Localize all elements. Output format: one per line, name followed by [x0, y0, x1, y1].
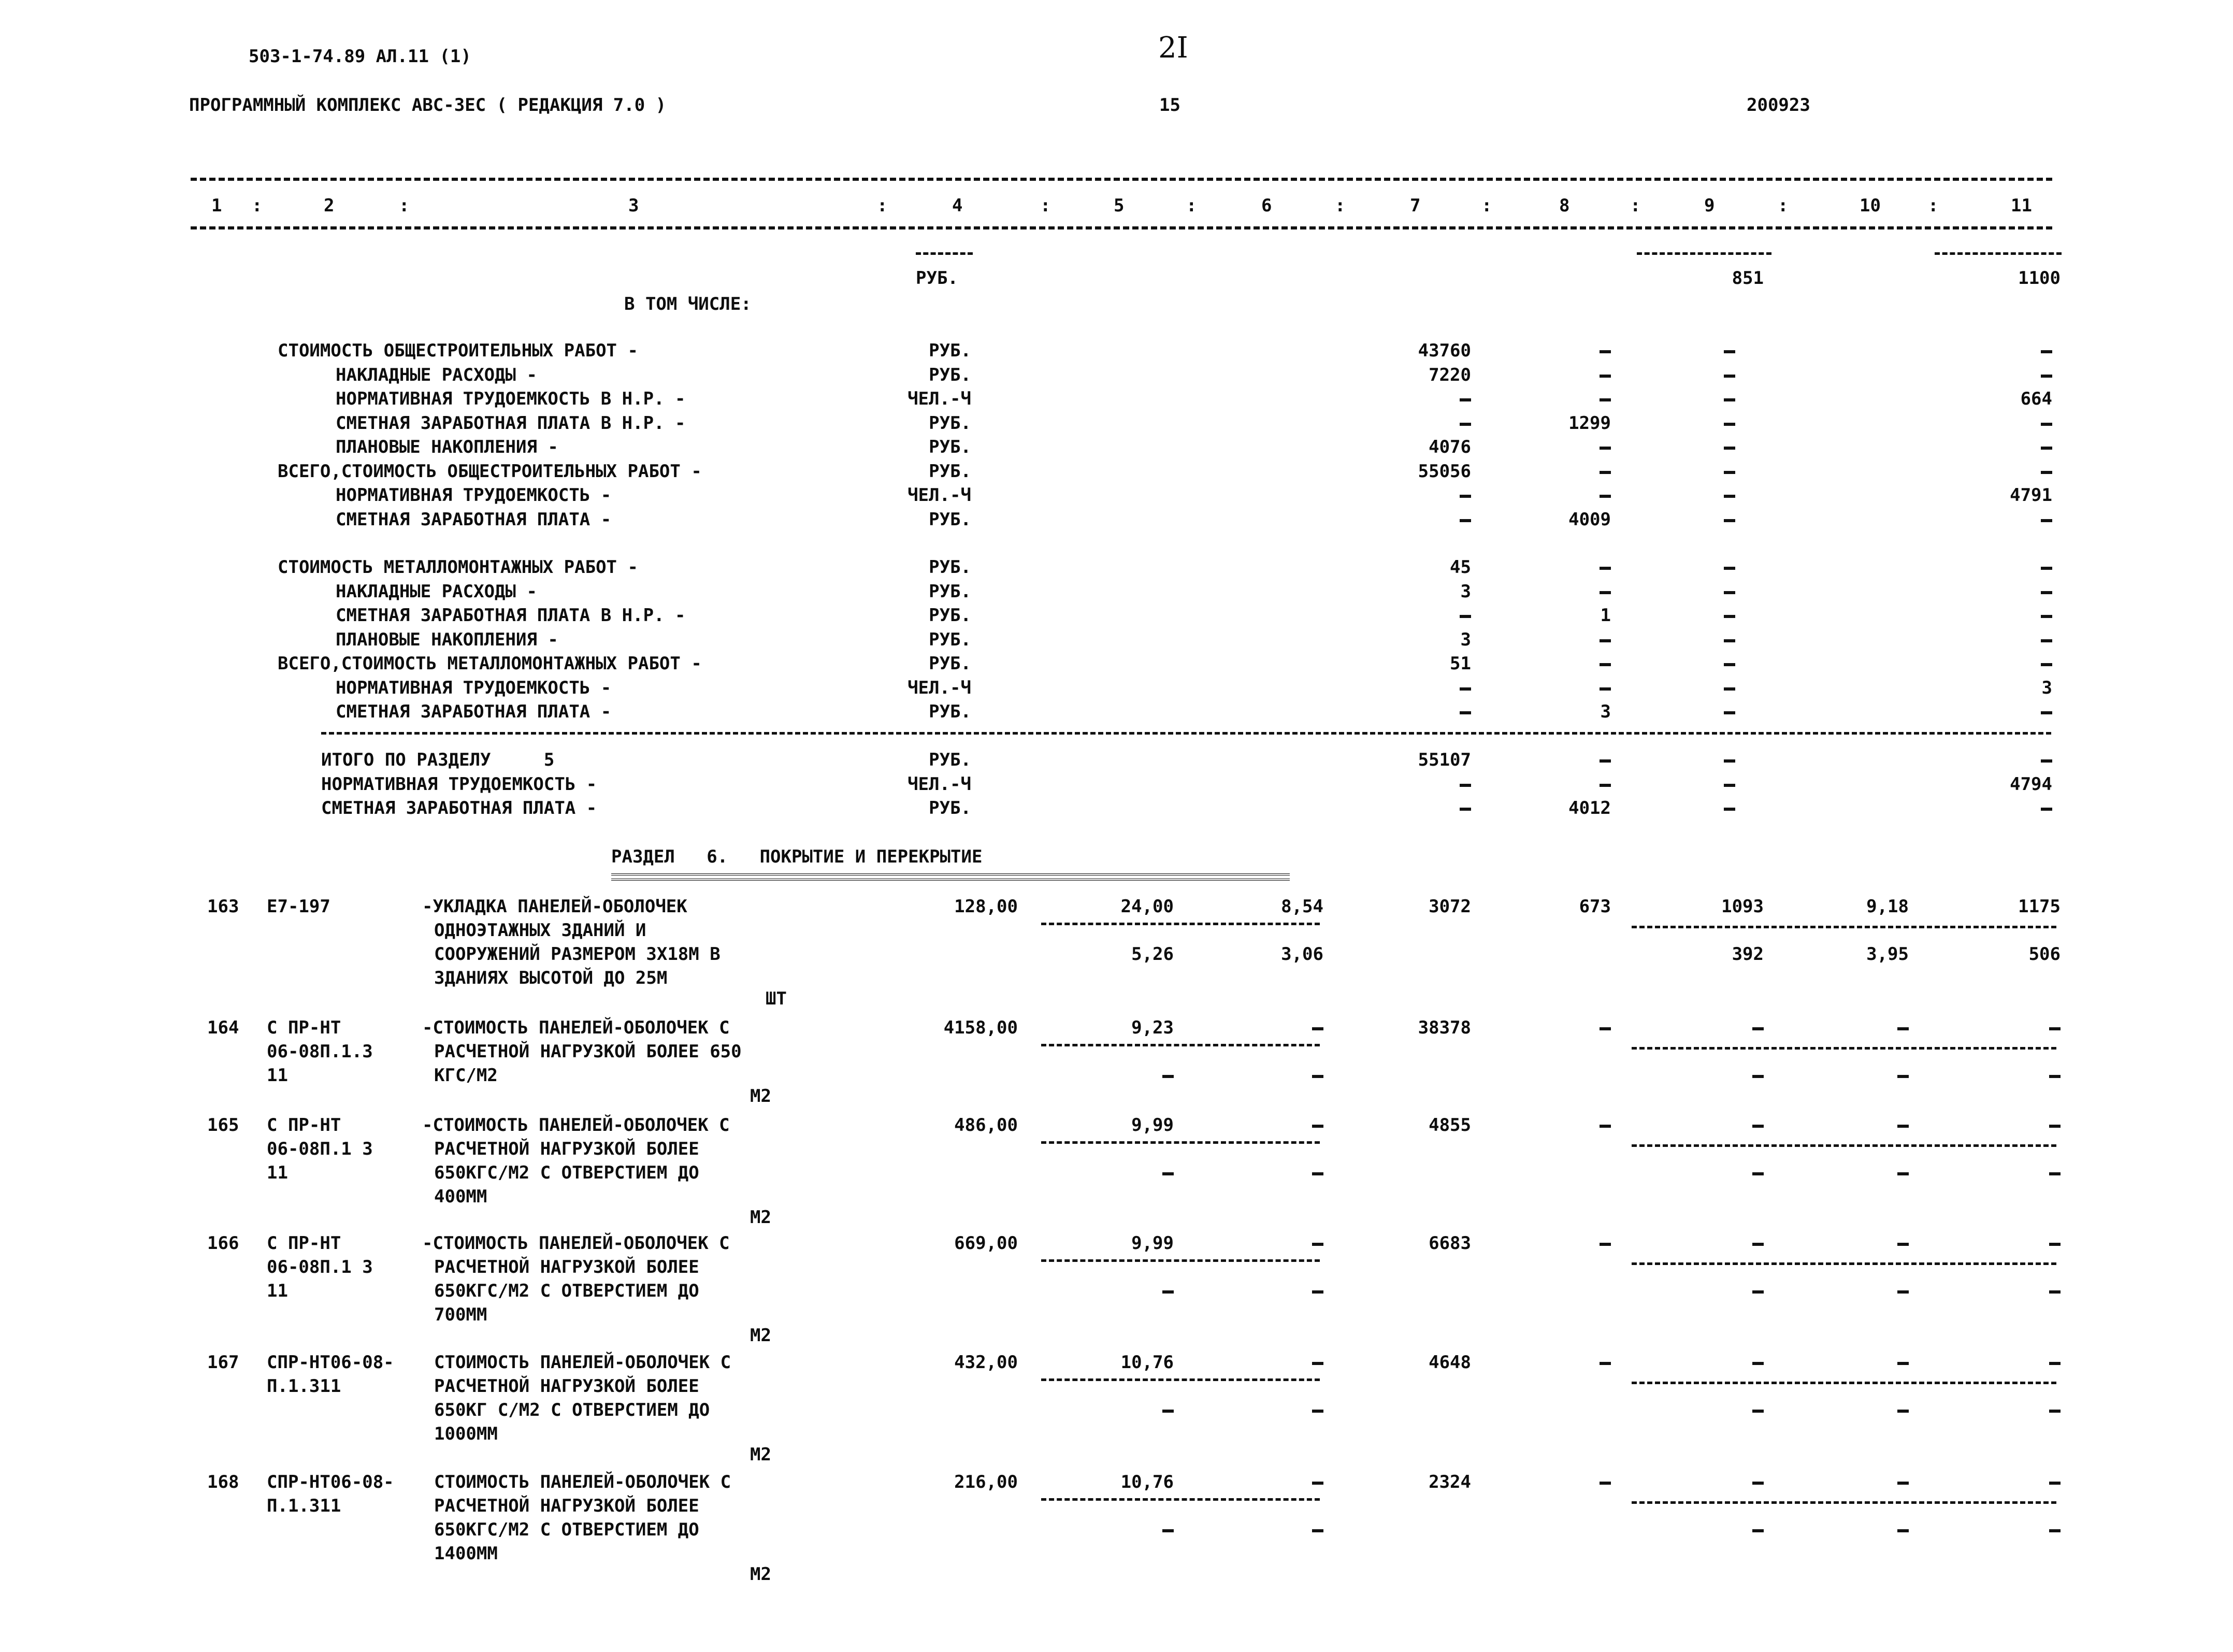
block_metal-unit: РУБ. [929, 629, 971, 650]
item-col9-second-dash [1752, 1075, 1764, 1078]
section-6-title: РАЗДЕЛ 6. ПОКРЫТИЕ И ПЕРЕКРЫТИЕ [611, 846, 983, 867]
item-col6-second-dash [1312, 1172, 1323, 1175]
item-quantity: 432,00 [954, 1352, 1018, 1373]
block_general-col9-dash [1724, 495, 1735, 498]
block_general-label: НОРМАТИВНАЯ ТРУДОЕМКОСТЬ - [336, 485, 612, 506]
item-col10-dash [1897, 1362, 1909, 1365]
item-code-line: СПР-НТ06-08- [267, 1352, 394, 1373]
block_general-col7: 4076 [1429, 437, 1471, 457]
item-description-line: -СТОИМОСТЬ ПАНЕЛЕЙ-ОБОЛОЧЕК С [422, 1017, 730, 1038]
block_metal-unit: РУБ. [929, 605, 971, 626]
summary-col9-value: 851 [1732, 268, 1764, 289]
block_general-col8: 4009 [1568, 509, 1611, 530]
item-col5-second: 5,26 [1131, 944, 1174, 965]
block_general-col11-dash [2041, 350, 2052, 353]
item-col11-dash [2049, 1243, 2061, 1246]
block_total-col11-dash [2041, 759, 2052, 763]
block_metal-label: ПЛАНОВЫЕ НАКОПЛЕНИЯ - [336, 629, 558, 650]
item-unit: М2 [750, 1564, 771, 1585]
item-description-line: КГС/М2 [434, 1065, 498, 1086]
block_metal-label: НОРМАТИВНАЯ ТРУДОЕМКОСТЬ - [336, 677, 612, 698]
column-number-3: 3 [628, 195, 639, 216]
item-col10-second-dash [1897, 1172, 1909, 1175]
item-code-line: 06-08П.1 3 [267, 1257, 373, 1277]
item-quantity: 486,00 [954, 1115, 1018, 1136]
block_metal-unit: ЧЕЛ.-Ч [907, 677, 971, 698]
block_metal-col8: 3 [1600, 701, 1611, 722]
item-description-line: РАСЧЕТНОЙ НАГРУЗКОЙ БОЛЕЕ [434, 1496, 699, 1516]
item-description-line: 650КГС/М2 С ОТВЕРСТИЕМ ДО [434, 1281, 699, 1301]
item-col9-11-rule [1632, 1262, 2056, 1265]
block_metal-label: СМЕТНАЯ ЗАРАБОТНАЯ ПЛАТА - [336, 701, 612, 722]
item-col10-dash [1897, 1125, 1909, 1128]
item-col8-dash [1600, 1362, 1611, 1365]
item-col9: 1093 [1721, 896, 1764, 917]
block_general-col9-dash [1724, 423, 1735, 426]
block_general-col7-dash [1460, 398, 1471, 401]
block_general-col8-dash [1600, 350, 1611, 353]
item-number: 164 [207, 1017, 239, 1038]
item-col10-dash [1897, 1482, 1909, 1485]
item-col9-dash [1752, 1482, 1764, 1485]
block_general-unit: ЧЕЛ.-Ч [907, 485, 971, 506]
item-col7: 4855 [1429, 1115, 1471, 1136]
block_total-col11: 4794 [2010, 773, 2052, 795]
item-code-line: С ПР-НТ [267, 1115, 341, 1136]
column-number-1: 1 [211, 195, 222, 216]
block_metal-col7: 3 [1460, 581, 1471, 602]
column-number-9: 9 [1704, 195, 1715, 216]
item-code-line: 06-08П.1.3 [267, 1041, 373, 1062]
item-col5: 10,76 [1120, 1352, 1174, 1373]
item-col9-11-rule [1632, 1382, 2056, 1384]
item-col9-second-dash [1752, 1290, 1764, 1294]
item-col6-second: 3,06 [1281, 944, 1323, 965]
item-col11: 1175 [2018, 896, 2061, 917]
item-quantity: 669,00 [954, 1233, 1018, 1254]
block_general-unit: РУБ. [929, 461, 971, 482]
block_metal-label: ВСЕГО,СТОИМОСТЬ МЕТАЛЛОМОНТАЖНЫХ РАБОТ - [278, 653, 702, 674]
item-description-line: РАСЧЕТНОЙ НАГРУЗКОЙ БОЛЕЕ [434, 1257, 699, 1277]
item-description-line: СТОИМОСТЬ ПАНЕЛЕЙ-ОБОЛОЧЕК С [434, 1352, 731, 1373]
column-separator: : [399, 195, 410, 216]
item-code-line: П.1.311 [267, 1376, 341, 1397]
item-code-line: С ПР-НТ [267, 1233, 341, 1254]
item-col5-6-rule [1041, 1044, 1320, 1046]
block_metal-col11-dash [2041, 591, 2052, 594]
block_total-unit: РУБ. [929, 750, 971, 770]
block_general-label: НОРМАТИВНАЯ ТРУДОЕМКОСТЬ В Н.Р. - [336, 389, 686, 409]
block_metal-col8-dash [1600, 591, 1611, 594]
block_total-label: СМЕТНАЯ ЗАРАБОТНАЯ ПЛАТА - [321, 798, 597, 818]
item-col9-second-dash [1752, 1529, 1764, 1532]
item-code-line: 11 [267, 1162, 288, 1183]
block_general-col11: 4791 [2010, 485, 2052, 506]
block_general-label: НАКЛАДНЫЕ РАСХОДЫ - [336, 364, 537, 385]
column-number-2: 2 [324, 195, 335, 216]
block_metal-col8-dash [1600, 687, 1611, 691]
block_general-col8-dash [1600, 447, 1611, 450]
item-col5: 9,99 [1131, 1115, 1174, 1136]
block_total-col8-dash [1600, 759, 1611, 763]
item-col8-dash [1600, 1243, 1611, 1246]
item-col7: 38378 [1418, 1017, 1471, 1038]
item-col10-second-dash [1897, 1075, 1909, 1078]
block_metal-unit: РУБ. [929, 557, 971, 578]
item-col5-second-dash [1162, 1529, 1174, 1532]
block_general-unit: ЧЕЛ.-Ч [907, 389, 971, 409]
item-col6: 8,54 [1281, 896, 1323, 917]
summary-underline-col9 [1637, 252, 1771, 255]
document-code: 200923 [1747, 95, 1810, 116]
item-col5: 10,76 [1120, 1472, 1174, 1492]
column-number-11: 11 [2011, 195, 2032, 216]
block_total-col9-dash [1724, 808, 1735, 811]
item-description-line: 1400ММ [434, 1543, 498, 1564]
item-code-line: С ПР-НТ [267, 1017, 341, 1038]
item-col9-11-rule [1632, 1047, 2056, 1050]
block_general-col9-dash [1724, 398, 1735, 401]
block_metal-col11-dash [2041, 711, 2052, 714]
item-col7: 6683 [1429, 1233, 1471, 1254]
block_general-col7-dash [1460, 423, 1471, 426]
block_general-col9-dash [1724, 519, 1735, 522]
block_metal-col7: 45 [1450, 557, 1471, 578]
item-number: 168 [207, 1472, 239, 1492]
item-description-line: 650КГС/М2 С ОТВЕРСТИЕМ ДО [434, 1162, 699, 1183]
block_general-col11: 664 [2020, 389, 2052, 409]
item-description-line: РАСЧЕТНОЙ НАГРУЗКОЙ БОЛЕЕ [434, 1376, 699, 1397]
item-description-line: СООРУЖЕНИЙ РАЗМЕРОМ 3Х18М В [434, 944, 721, 965]
block_general-label: СМЕТНАЯ ЗАРАБОТНАЯ ПЛАТА - [336, 509, 612, 530]
column-number-6: 6 [1261, 195, 1272, 216]
item-unit: М2 [750, 1444, 771, 1465]
item-col5-second-dash [1162, 1075, 1174, 1078]
item-code-line: 11 [267, 1065, 288, 1086]
block_metal-col11-dash [2041, 663, 2052, 666]
item-col6-second-dash [1312, 1410, 1323, 1413]
program-title: ПРОГРАММНЫЙ КОМПЛЕКС АВС-3ЕС ( РЕДАКЦИЯ 7.0 ) [189, 95, 667, 116]
item-col5-6-rule [1041, 923, 1320, 925]
item-col10-dash [1897, 1027, 1909, 1030]
item-col7: 2324 [1429, 1472, 1471, 1492]
block_general-col8: 1299 [1568, 412, 1611, 434]
item-code-line: СПР-НТ06-08- [267, 1472, 394, 1492]
block_general-col7: 7220 [1429, 364, 1471, 385]
item-description-line: ЗДАНИЯХ ВЫСОТОЙ ДО 25М [434, 968, 668, 988]
item-col11-dash [2049, 1027, 2061, 1030]
block_metal-unit: РУБ. [929, 581, 971, 602]
item-quantity: 128,00 [954, 896, 1018, 917]
item-col11-dash [2049, 1482, 2061, 1485]
block_metal-col8-dash [1600, 663, 1611, 666]
block_general-col11-dash [2041, 423, 2052, 426]
item-col8-dash [1600, 1125, 1611, 1128]
block_general-col11-dash [2041, 471, 2052, 474]
item-col6-second-dash [1312, 1075, 1323, 1078]
item-code-line: 11 [267, 1281, 288, 1301]
item-col5-second-dash [1162, 1290, 1174, 1294]
item-number: 166 [207, 1233, 239, 1254]
block_general-col8-dash [1600, 375, 1611, 378]
block_metal-col9-dash [1724, 615, 1735, 618]
item-col5: 9,99 [1131, 1233, 1174, 1254]
block_total-col7: 55107 [1418, 750, 1471, 770]
block_metal-col7: 3 [1460, 629, 1471, 650]
block_general-col11-dash [2041, 375, 2052, 378]
block_general-col11-dash [2041, 519, 2052, 522]
block_general-col8-dash [1600, 495, 1611, 498]
column-separator: : [1778, 195, 1789, 216]
item-col11-dash [2049, 1125, 2061, 1128]
block_metal-col8-dash [1600, 639, 1611, 642]
block_total-label: ИТОГО ПО РАЗДЕЛУ 5 [321, 750, 555, 770]
block_metal-col7-dash [1460, 711, 1471, 714]
item-col9-dash [1752, 1362, 1764, 1365]
block_general-col9-dash [1724, 447, 1735, 450]
item-col5-6-rule [1041, 1259, 1320, 1262]
item-col5: 24,00 [1120, 896, 1174, 917]
item-col9-11-rule [1632, 926, 2056, 928]
column-separator: : [1630, 195, 1641, 216]
block_metal-col11-dash [2041, 567, 2052, 570]
item-col10-second: 3,95 [1866, 944, 1909, 965]
item-unit: М2 [750, 1086, 771, 1107]
item-col9-dash [1752, 1243, 1764, 1246]
block_total-col7-dash [1460, 808, 1471, 811]
item-col6-second-dash [1312, 1290, 1323, 1294]
summary-col11-value: 1100 [2018, 268, 2061, 289]
item-unit: ШТ [766, 988, 787, 1009]
item-col5-second-dash [1162, 1410, 1174, 1413]
block_metal-col9-dash [1724, 639, 1735, 642]
block_total-col8: 4012 [1568, 798, 1611, 818]
item-col5-6-rule [1041, 1498, 1320, 1501]
item-col10-dash [1897, 1243, 1909, 1246]
block_metal-col7: 51 [1450, 653, 1471, 674]
block_general-col7: 55056 [1418, 461, 1471, 482]
block_total-label: НОРМАТИВНАЯ ТРУДОЕМКОСТЬ - [321, 773, 597, 795]
item-col9-dash [1752, 1125, 1764, 1128]
table-header-rule [191, 226, 2052, 229]
block_general-unit: РУБ. [929, 509, 971, 530]
item-col9-second-dash [1752, 1410, 1764, 1413]
block_general-unit: РУБ. [929, 412, 971, 434]
item-description-line: 650КГС/М2 С ОТВЕРСТИЕМ ДО [434, 1519, 699, 1540]
block_metal-unit: РУБ. [929, 701, 971, 722]
block_total-unit: ЧЕЛ.-Ч [907, 773, 971, 795]
item-quantity: 4158,00 [943, 1017, 1018, 1038]
item-unit: М2 [750, 1207, 771, 1228]
item-code-line: Е7-197 [267, 896, 330, 917]
document-reference: 503-1-74.89 АЛ.11 (1) [249, 46, 471, 67]
block_general-label: ВСЕГО,СТОИМОСТЬ ОБЩЕСТРОИТЕЛЬНЫХ РАБОТ - [278, 461, 702, 482]
summary-underline-col4 [916, 252, 973, 255]
block_metal-col11: 3 [2041, 677, 2052, 698]
summary-underline-col11 [1935, 252, 2062, 255]
item-col7: 3072 [1429, 896, 1471, 917]
item-description-line: СТОИМОСТЬ ПАНЕЛЕЙ-ОБОЛОЧЕК С [434, 1472, 731, 1492]
item-col6-dash [1312, 1482, 1323, 1485]
item-col10-second-dash [1897, 1290, 1909, 1294]
item-col5-second-dash [1162, 1172, 1174, 1175]
column-separator: : [877, 195, 888, 216]
item-description-line: РАСЧЕТНОЙ НАГРУЗКОЙ БОЛЕЕ 650 [434, 1041, 742, 1062]
table-top-rule [191, 178, 2052, 181]
item-code-line: П.1.311 [267, 1496, 341, 1516]
block_general-col9-dash [1724, 471, 1735, 474]
item-col6-second-dash [1312, 1529, 1323, 1532]
block_metal-col9-dash [1724, 567, 1735, 570]
item-col11-dash [2049, 1362, 2061, 1365]
item-description-line: -СТОИМОСТЬ ПАНЕЛЕЙ-ОБОЛОЧЕК С [422, 1115, 730, 1136]
block_total-unit: РУБ. [929, 798, 971, 818]
block_general-label: СТОИМОСТЬ ОБЩЕСТРОИТЕЛЬНЫХ РАБОТ - [278, 340, 638, 361]
column-number-4: 4 [952, 195, 963, 216]
item-col6-dash [1312, 1243, 1323, 1246]
column-separator: : [1335, 195, 1346, 216]
item-description-line: -УКЛАДКА ПАНЕЛЕЙ-ОБОЛОЧЕК [422, 896, 687, 917]
item-col9-second: 392 [1732, 944, 1764, 965]
item-col9-second-dash [1752, 1172, 1764, 1175]
block_total-col7-dash [1460, 784, 1471, 787]
item-description-line: 700ММ [434, 1304, 487, 1325]
block_metal-col11-dash [2041, 639, 2052, 642]
column-separator: : [1040, 195, 1051, 216]
item-quantity: 216,00 [954, 1472, 1018, 1492]
item-number: 163 [207, 896, 239, 917]
block_general-col8-dash [1600, 471, 1611, 474]
item-unit: М2 [750, 1325, 771, 1346]
block_general-col7: 43760 [1418, 340, 1471, 361]
item-description-line: 400ММ [434, 1186, 487, 1207]
item-col11-second: 506 [2028, 944, 2061, 965]
item-col8-dash [1600, 1027, 1611, 1030]
block_metal-col9-dash [1724, 711, 1735, 714]
item-col11-second-dash [2049, 1290, 2061, 1294]
item-col6-dash [1312, 1027, 1323, 1030]
block_general-label: ПЛАНОВЫЕ НАКОПЛЕНИЯ - [336, 437, 558, 457]
item-col5-6-rule [1041, 1141, 1320, 1144]
block_general-unit: РУБ. [929, 437, 971, 457]
column-number-8: 8 [1559, 195, 1570, 216]
item-col8: 673 [1579, 896, 1611, 917]
column-separator: : [1928, 195, 1939, 216]
block_total-col9-dash [1724, 759, 1735, 763]
item-col8-dash [1600, 1482, 1611, 1485]
section-6-title-underline [611, 873, 1290, 881]
item-number: 167 [207, 1352, 239, 1373]
block_metal-col9-dash [1724, 687, 1735, 691]
item-description-line: ОДНОЭТАЖНЫХ ЗДАНИЙ И [434, 920, 646, 941]
block_metal-col7-dash [1460, 615, 1471, 618]
block_metal-unit: РУБ. [929, 653, 971, 674]
block_metal-col11-dash [2041, 615, 2052, 618]
block_general-col7-dash [1460, 495, 1471, 498]
block_metal-col9-dash [1724, 591, 1735, 594]
item-col11-second-dash [2049, 1075, 2061, 1078]
block_metal-col8: 1 [1600, 605, 1611, 626]
item-code-line: 06-08П.1 3 [267, 1139, 373, 1159]
in-total-label: В ТОМ ЧИСЛЕ: [624, 294, 752, 314]
item-number: 165 [207, 1115, 239, 1136]
block_general-col9-dash [1724, 350, 1735, 353]
block_general-col11-dash [2041, 447, 2052, 450]
item-col9-11-rule [1632, 1144, 2056, 1147]
block_general-col8-dash [1600, 398, 1611, 401]
block_general-col9-dash [1724, 375, 1735, 378]
item-col9-11-rule [1632, 1501, 2056, 1504]
column-number-5: 5 [1114, 195, 1125, 216]
item-description-line: РАСЧЕТНОЙ НАГРУЗКОЙ БОЛЕЕ [434, 1139, 699, 1159]
block_metal-col7-dash [1460, 687, 1471, 691]
column-separator: : [1186, 195, 1197, 216]
column-number-10: 10 [1860, 195, 1881, 216]
block_metal-col8-dash [1600, 567, 1611, 570]
block_general-label: СМЕТНАЯ ЗАРАБОТНАЯ ПЛАТА В Н.Р. - [336, 412, 686, 434]
block_total-col9-dash [1724, 784, 1735, 787]
page-number: 2I [1158, 31, 1188, 65]
item-col6-dash [1312, 1362, 1323, 1365]
block_total-col11-dash [2041, 808, 2052, 811]
summary-unit: РУБ. [916, 268, 958, 289]
item-col11-second-dash [2049, 1172, 2061, 1175]
item-col10-second-dash [1897, 1410, 1909, 1413]
item-col6-dash [1312, 1125, 1323, 1128]
item-description-line: -СТОИМОСТЬ ПАНЕЛЕЙ-ОБОЛОЧЕК С [422, 1233, 730, 1254]
item-col10: 9,18 [1866, 896, 1909, 917]
column-separator: : [252, 195, 263, 216]
item-description-line: 1000ММ [434, 1424, 498, 1444]
item-col11-second-dash [2049, 1410, 2061, 1413]
subtotal-rule [321, 732, 2051, 735]
block_general-unit: РУБ. [929, 364, 971, 385]
block_metal-label: СМЕТНАЯ ЗАРАБОТНАЯ ПЛАТА В Н.Р. - [336, 605, 686, 626]
item-col10-second-dash [1897, 1529, 1909, 1532]
item-col11-second-dash [2049, 1529, 2061, 1532]
block_general-col7-dash [1460, 519, 1471, 522]
column-separator: : [1481, 195, 1492, 216]
item-col7: 4648 [1429, 1352, 1471, 1373]
block_metal-label: СТОИМОСТЬ МЕТАЛЛОМОНТАЖНЫХ РАБОТ - [278, 557, 638, 578]
block_metal-col9-dash [1724, 663, 1735, 666]
column-number-7: 7 [1410, 195, 1421, 216]
item-col5-6-rule [1041, 1378, 1320, 1381]
block_total-col8-dash [1600, 784, 1611, 787]
sheet-number: 15 [1159, 95, 1180, 116]
item-col9-dash [1752, 1027, 1764, 1030]
item-description-line: 650КГ С/М2 С ОТВЕРСТИЕМ ДО [434, 1400, 710, 1420]
block_metal-label: НАКЛАДНЫЕ РАСХОДЫ - [336, 581, 537, 602]
block_general-unit: РУБ. [929, 340, 971, 361]
item-col5: 9,23 [1131, 1017, 1174, 1038]
